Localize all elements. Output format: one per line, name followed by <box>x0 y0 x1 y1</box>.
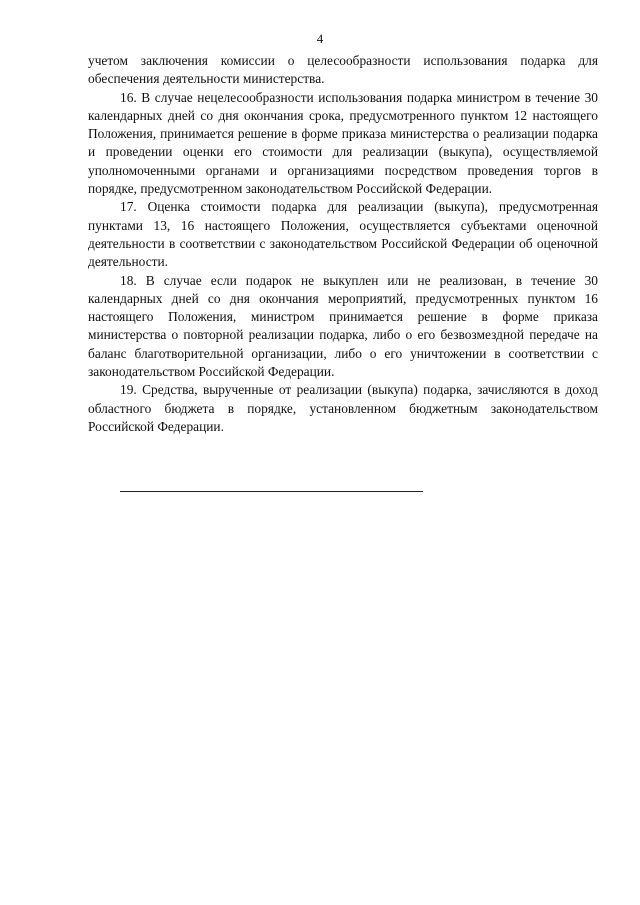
paragraph-19: 19. Средства, вырученные от реализации (выкупа) подарка, зачисляются в доход областного бюджета в порядке, установленном бюджетным законодательством Российской Федерации. <box>88 382 598 434</box>
paragraph-continuation: учетом заключения комиссии о целесообразности использования подарка для обеспечения деятельности министерства. <box>88 53 598 87</box>
paragraph-16: 16. В случае нецелесообразности использования подарка министром в течение 30 календарных дней со дня окончания срока, предусмотренного пунктом 12 настоящего Положения, принимается решение в форме приказа министерства о реализации подарка и проведении оценки его стоимости для реализации (выкупа), осуществляемой уполномоченными органами и организациями посредством проведения торгов в порядке, предусмотренном законодательством Российской Федерации. <box>88 89 598 197</box>
end-divider-line <box>120 491 423 492</box>
page-number: 4 <box>316 31 324 46</box>
document-body <box>88 52 598 436</box>
paragraph-17: 17. Оценка стоимости подарка для реализации (выкупа), предусмотренная пунктами 13, 16 настоящего Положения, осуществляется субъектами оценочной деятельности в соответствии с законодательством Российской Федерации об оценочной деятельности. <box>88 199 598 270</box>
paragraph-18: 18. В случае если подарок не выкуплен или не реализован, в течение 30 календарных дней со дня окончания мероприятий, предусмотренных пунктом 16 настоящего Положения, министром принимается решение в форме приказа министерства о повторной реализации подарка, либо о его безвозмездной передаче на баланс благотворительной организации, либо о его уничтожении в соответствии с законодательством Российской Федерации. <box>88 272 598 380</box>
